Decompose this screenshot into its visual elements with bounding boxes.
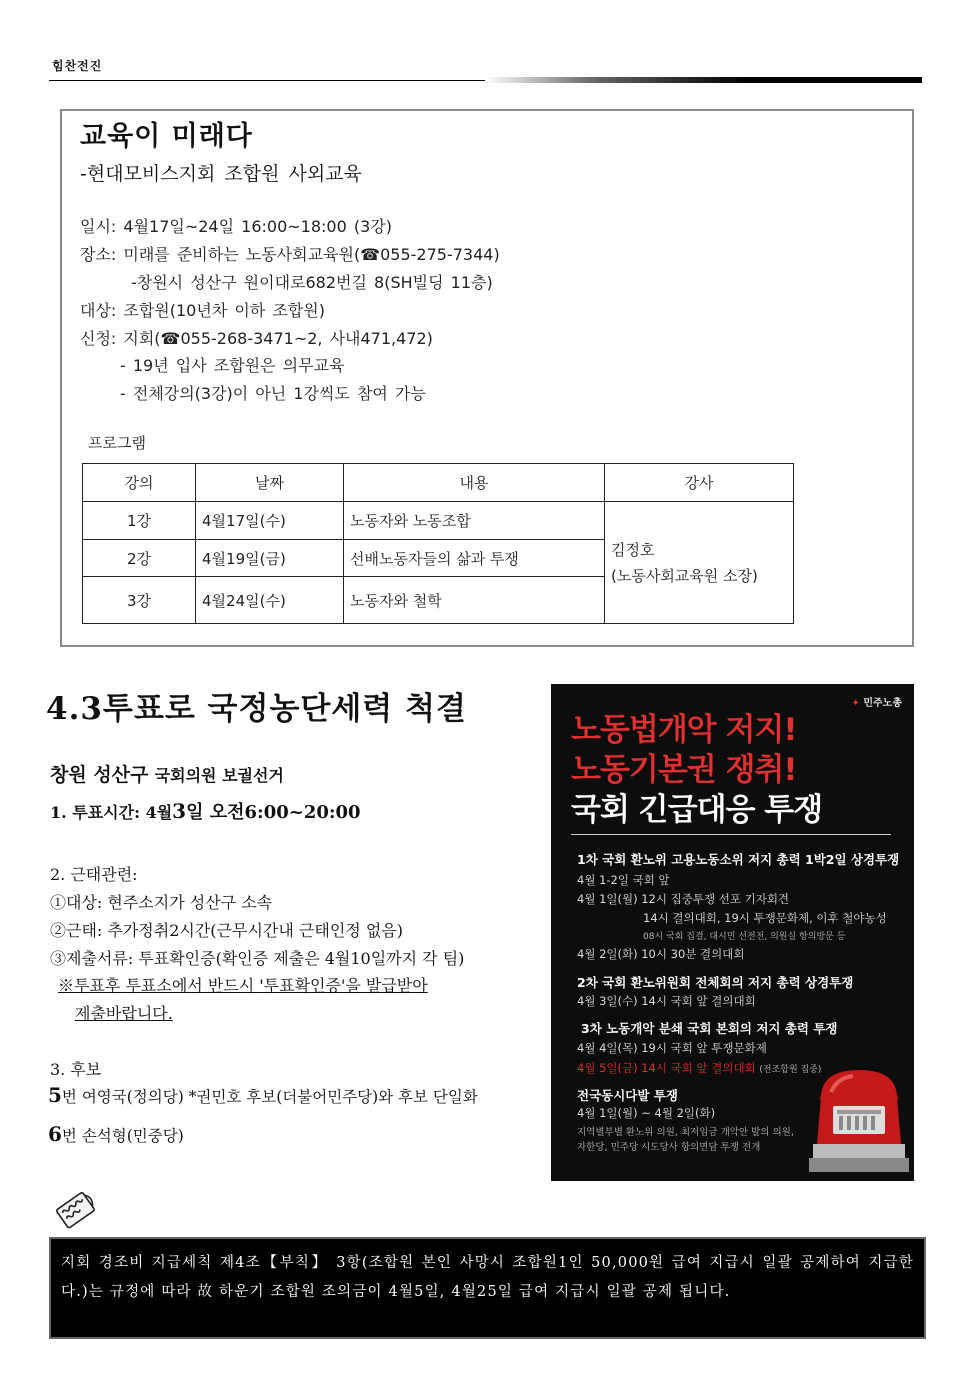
poster-sec4-line: 4월 1일(월) ~ 4월 2일(화) xyxy=(577,1106,716,1120)
instructor-name: 김정호 xyxy=(611,540,655,559)
info-note-partial: - 전체강의(3강)이 아닌 1강씩도 참여 가능 xyxy=(120,384,426,403)
poster-sec3-highlight: 4월 5일(금) 14시 국회 앞 결의대회 xyxy=(577,1061,756,1075)
table-row xyxy=(83,502,794,540)
poster-sec1-line: 4월 1일(월) 12시 집중투쟁 선포 기자회견 xyxy=(577,892,790,906)
poster-headline-2: 노동기본권 쟁취! xyxy=(571,752,797,788)
siren-icon xyxy=(809,1066,909,1174)
date-cell: 4월17일(수) xyxy=(196,502,344,540)
lecture-cell: 1강 xyxy=(83,502,196,540)
vote-time-label: 1. 투표시간: 4월 xyxy=(50,803,173,822)
info-target: 대상: 조합원(10년차 이하 조합원) xyxy=(80,301,325,320)
poster-sec2-title: 2차 국회 환노위원회 전체회의 저지 총력 상경투쟁 xyxy=(577,975,854,990)
info-datetime: 일시: 4월17일~24일 16:00~18:00 (3강) xyxy=(80,217,392,236)
col-header-content: 내용 xyxy=(344,464,605,502)
candidate-6 xyxy=(48,1122,184,1146)
poster-sec1-line: 4월 2일(화) 10시 30분 결의대회 xyxy=(577,947,745,961)
kctu-logo-icon: ✦ xyxy=(851,698,860,709)
election-type: 국회의원 보궐선거 xyxy=(154,766,284,785)
vote-time-day: 3 xyxy=(172,799,187,823)
poster-logo-text: 민주노총 xyxy=(863,698,902,709)
program-table xyxy=(82,463,794,624)
condolence-notice: 지회 경조비 지급세칙 제4조【부칙】 3항(조합원 본인 사망시 조합원1인 50,000원 급여 지급시 일괄 공제하여 지급한다.)는 규정에 따라 故 하운기 조합원 조의금이 4월5일, 4월25일 급여 지급시 일괄 공제 됩니다. xyxy=(49,1237,926,1339)
submit-notice-line2: 제출바랍니다. xyxy=(75,1004,173,1023)
education-title: 교육이 미래다 xyxy=(80,121,253,152)
header-accent-bar xyxy=(485,77,922,83)
work-item-target: ①대상: 현주소지가 성산구 소속 xyxy=(50,893,273,912)
candidate-6-number: 6 xyxy=(48,1122,62,1146)
candidate-5-number: 5 xyxy=(48,1083,62,1107)
info-address: -창원시 성산구 원이대로682번길 8(SH빌딩 11층) xyxy=(131,273,493,292)
page-header-title: 힘찬전진 xyxy=(52,59,103,73)
poster-sec2-line: 4월 3일(수) 14시 국회 앞 결의대회 xyxy=(577,994,756,1008)
poster-sec4-title: 전국동시다발 투쟁 xyxy=(577,1088,678,1103)
table-header-row xyxy=(83,464,794,502)
education-subtitle: -현대모비스지회 조합원 사외교육 xyxy=(80,163,362,185)
poster-sec3-note: (전조합원 집중) xyxy=(759,1065,822,1075)
poster-sec4-line: 자한당, 민주당 시도당사 항의면담 투쟁 전개 xyxy=(577,1142,761,1153)
lecture-cell: 2강 xyxy=(83,540,196,577)
instructor-cell xyxy=(605,502,794,624)
poster-logo xyxy=(851,694,902,709)
work-item-documents: ③제출서류: 투표확인증(확인증 제출은 4월10일까지 각 팀) xyxy=(50,949,465,968)
candidates-label: 3. 후보 xyxy=(50,1060,102,1079)
date-cell: 4월19일(금) xyxy=(196,540,344,577)
election-district: 창원 성산구 xyxy=(50,764,149,786)
poster-sec1-line: 14시 결의대회, 19시 투쟁문화제, 이후 철야농성 xyxy=(643,911,887,925)
vote-time-rest: 일 오전6:00~20:00 xyxy=(186,802,361,823)
content-cell: 노동자와 노동조합 xyxy=(344,502,605,540)
content-cell: 노동자와 철학 xyxy=(344,577,605,624)
poster-sec3-line: 4월 4일(목) 19시 국회 앞 투쟁문화제 xyxy=(577,1041,767,1055)
info-apply: 신청: 지회(☎055-268-3471~2, 사내471,472) xyxy=(80,329,433,348)
info-note-mandatory: - 19년 입사 조합원은 의무교육 xyxy=(120,356,345,375)
struggle-poster xyxy=(551,684,914,1181)
col-header-lecture: 강의 xyxy=(83,464,196,502)
memo-icon xyxy=(52,1187,100,1235)
poster-sec3-title: 3차 노동개악 분쇄 국회 본회의 저지 총력 투쟁 xyxy=(581,1021,838,1036)
instructor-title: (노동사회교육원 소장) xyxy=(611,566,758,585)
candidate-6-text: 번 손석형(민중당) xyxy=(61,1127,184,1145)
election-title: 4.3투표로 국정농단세력 척결 xyxy=(46,691,467,727)
col-header-instructor: 강사 xyxy=(605,464,794,502)
poster-divider xyxy=(571,834,891,835)
candidate-5-text: 번 여영국(정의당) *권민호 후보(더불어민주당)와 후보 단일화 xyxy=(61,1088,478,1106)
content-cell: 선배노동자들의 삶과 투쟁 xyxy=(344,540,605,577)
poster-headline-1: 노동법개악 저지! xyxy=(571,712,797,748)
submit-notice-line1: ※투표후 투표소에서 반드시 '투표확인증'을 발급받아 xyxy=(58,976,428,995)
poster-sec3-line-highlight xyxy=(577,1060,821,1076)
poster-headline-3: 국회 긴급대응 투쟁 xyxy=(571,792,823,828)
date-cell: 4월24일(수) xyxy=(196,577,344,624)
col-header-date: 날짜 xyxy=(196,464,344,502)
info-place: 장소: 미래를 준비하는 노동사회교육원(☎055-275-7344) xyxy=(80,245,500,264)
candidate-5 xyxy=(48,1083,478,1107)
poster-sec4-line: 지역별부별 환노위 의원, 최저임금 개악안 발의 의원, xyxy=(577,1127,794,1138)
work-item-leave: ②근태: 추가정취2시간(근무시간내 근태인정 없음) xyxy=(50,921,403,940)
election-name xyxy=(50,760,284,787)
work-label: 2. 근태관련: xyxy=(50,865,138,884)
poster-sec1-line: 4월 1-2일 국회 앞 xyxy=(577,873,670,887)
poster-sec1-title: 1차 국회 환노위 고용노동소위 저지 총력 1박2일 상경투쟁 xyxy=(577,852,900,867)
program-label: 프로그램 xyxy=(88,434,146,452)
lecture-cell: 3강 xyxy=(83,577,196,624)
poster-sec1-line: 08시 국회 집결, 대시민 선전전, 의원실 항의방문 등 xyxy=(643,932,846,942)
vote-time xyxy=(50,798,361,824)
